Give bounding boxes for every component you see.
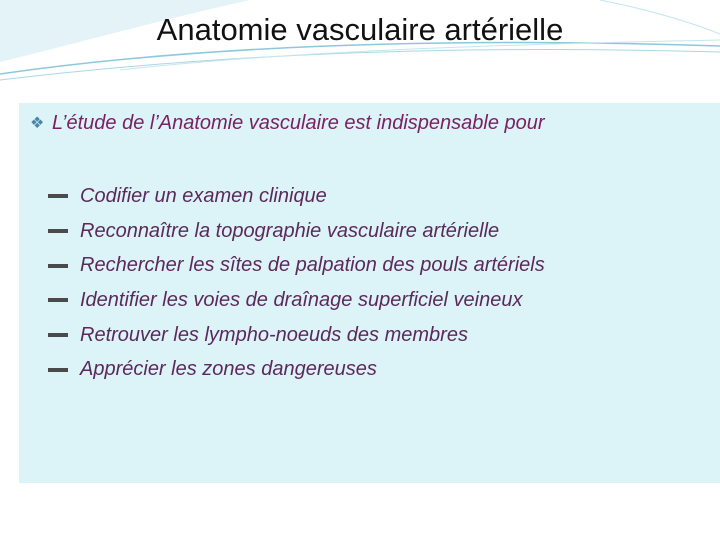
points-list: [48, 179, 545, 387]
list-item: [48, 352, 545, 387]
list-item-text: Codifier un examen clinique: [80, 184, 327, 207]
list-item: [48, 214, 545, 249]
slide-title: Anatomie vasculaire artérielle: [156, 12, 564, 47]
diamond-bullet-icon: ❖: [30, 115, 45, 132]
slide-header: [0, 0, 720, 90]
dash-bullet-icon: [48, 194, 68, 198]
list-item-text: Rechercher les sîtes de palpation des pouls artériels: [80, 254, 545, 277]
intro-text: L’étude de l’Anatomie vasculaire est indispensable pour: [52, 112, 545, 134]
list-item-text: Apprécier les zones dangereuses: [80, 358, 377, 381]
list-item: [48, 283, 545, 318]
dash-bullet-icon: [48, 333, 68, 337]
list-item: [48, 318, 545, 353]
intro-line: [30, 112, 710, 135]
list-item: [48, 179, 545, 214]
dash-bullet-icon: [48, 368, 68, 372]
list-item-text: Reconnaître la topographie vasculaire artérielle: [80, 219, 500, 242]
dash-bullet-icon: [48, 298, 68, 302]
list-item: [48, 248, 545, 283]
dash-bullet-icon: [48, 264, 68, 268]
dash-bullet-icon: [48, 229, 68, 233]
list-item-text: Retrouver les lympho-noeuds des membres: [80, 323, 468, 346]
list-item-text: Identifier les voies de draînage superficiel veineux: [80, 288, 523, 311]
